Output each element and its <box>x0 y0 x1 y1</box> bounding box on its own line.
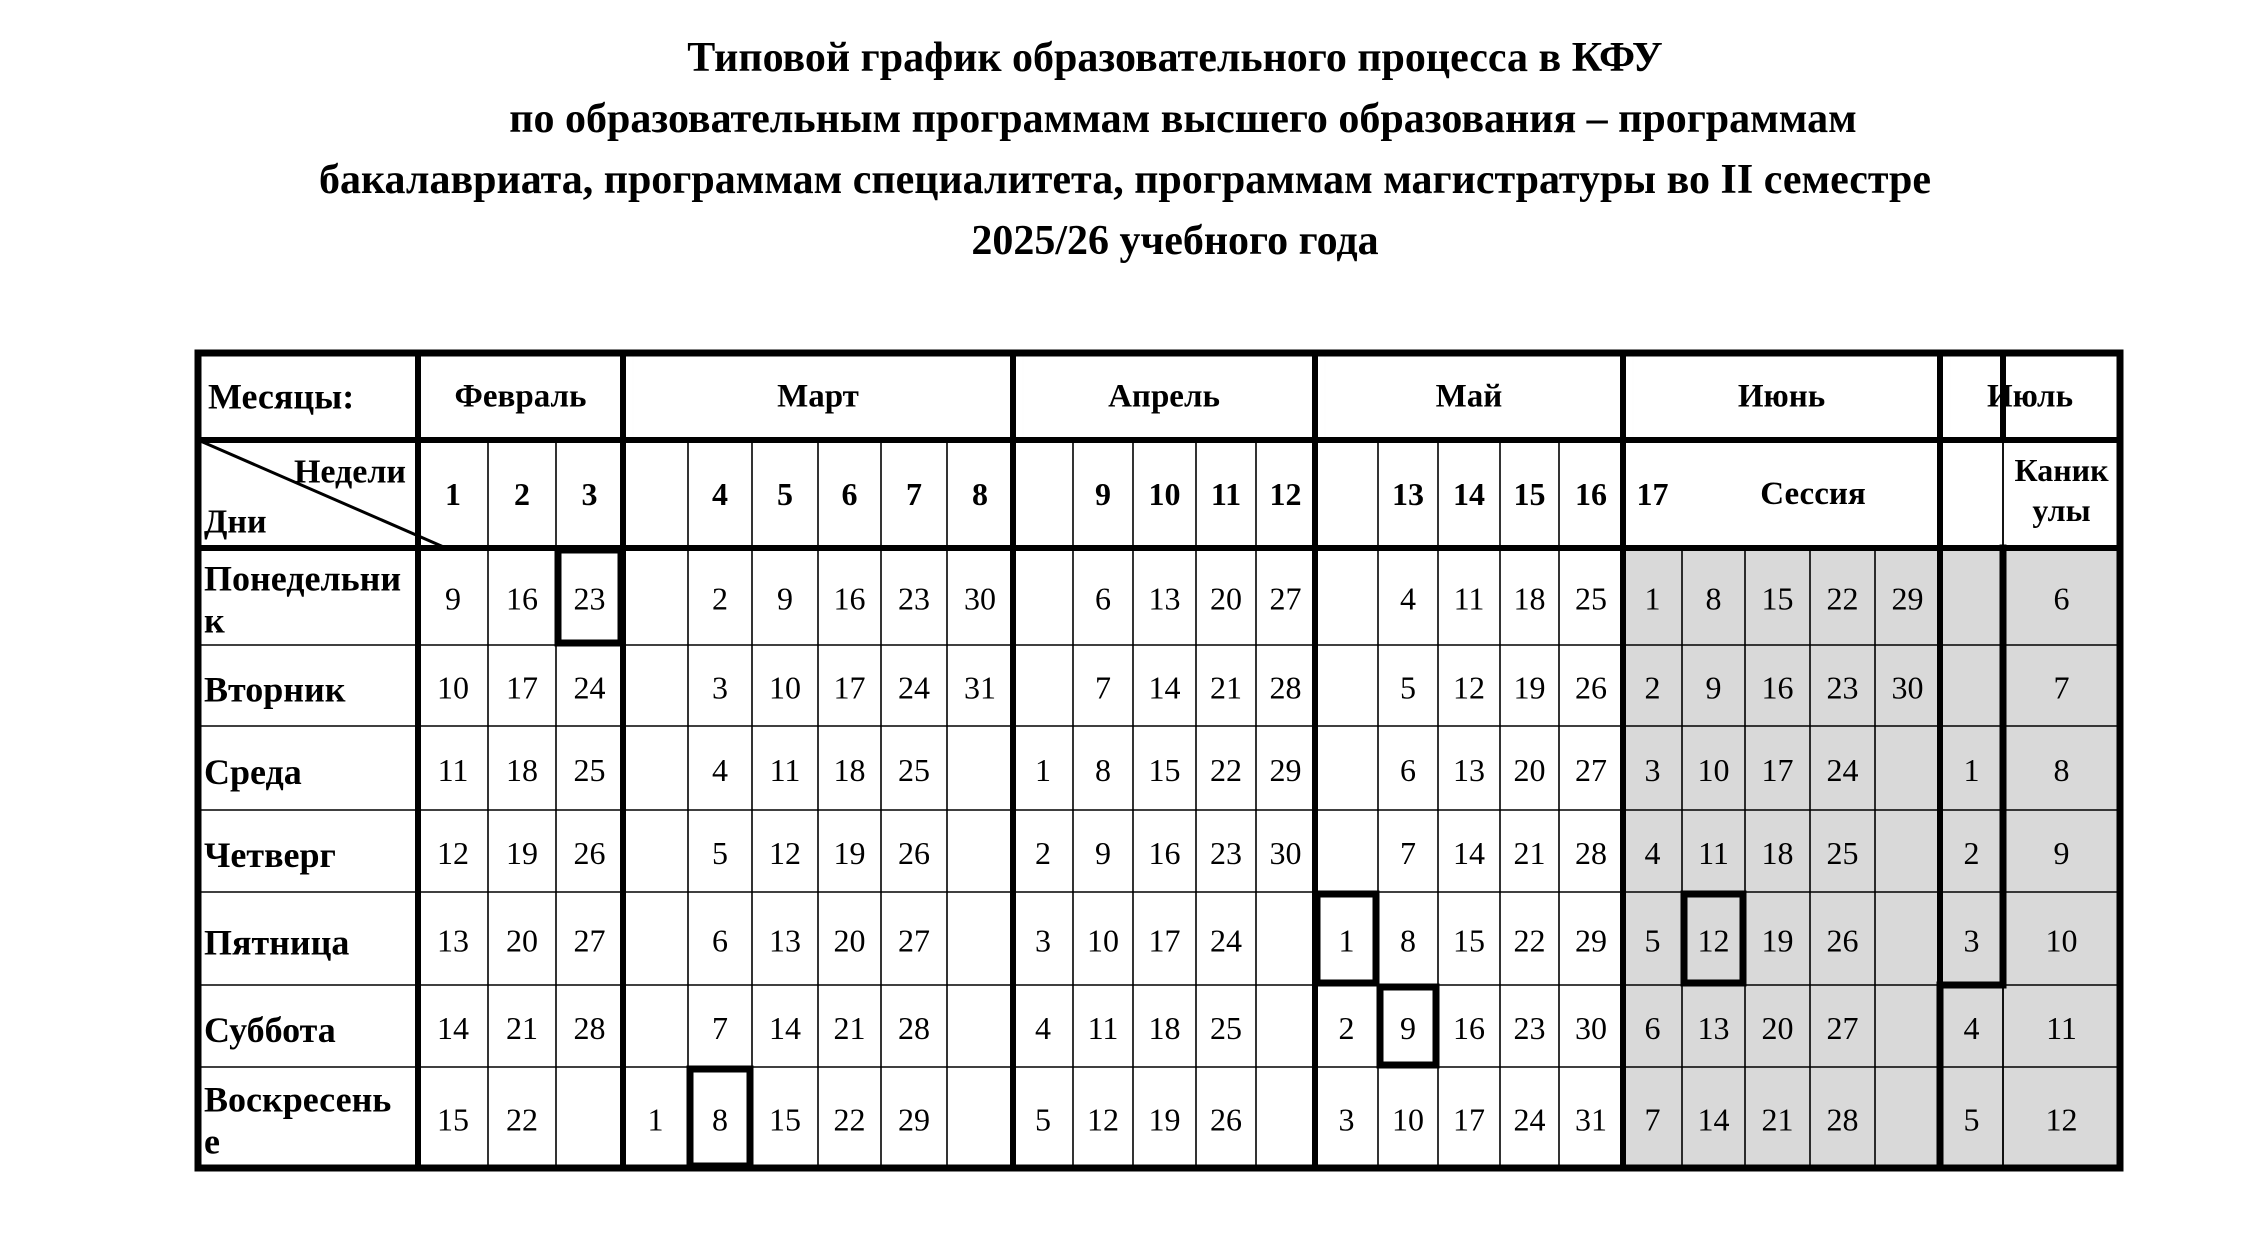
date-cell: 16 <box>1453 1010 1485 1046</box>
date-cell: 23 <box>1210 835 1242 871</box>
date-cell: 25 <box>1575 580 1607 617</box>
date-cell: 9 <box>1400 1010 1416 1046</box>
date-cell: 30 <box>1891 669 1924 706</box>
date-cell: 23 <box>1826 669 1859 706</box>
date-cell: 27 <box>898 922 930 959</box>
date-cell: 28 <box>1575 835 1607 871</box>
date-cell: 26 <box>1210 1101 1242 1138</box>
date-cell: 5 <box>1035 1101 1051 1138</box>
date-cell: 10 <box>1392 1101 1424 1138</box>
date-cell: 19 <box>1761 922 1794 959</box>
vacation-label: Каник <box>2014 452 2109 488</box>
date-cell: 6 <box>2053 580 2070 617</box>
day-name: Четверг <box>204 835 336 875</box>
date-cell: 18 <box>1148 1010 1181 1046</box>
date-cell: 24 <box>1210 922 1242 959</box>
date-cell: 22 <box>1513 922 1546 959</box>
date-cell: 8 <box>712 1101 728 1138</box>
week-number: 2 <box>514 476 530 512</box>
date-cell: 26 <box>1826 922 1859 959</box>
date-cell: 12 <box>437 835 469 871</box>
date-cell: 2 <box>1963 835 1980 871</box>
date-cell: 11 <box>1087 1010 1119 1046</box>
date-cell: 13 <box>437 922 469 959</box>
month-4: Май <box>1435 378 1503 415</box>
date-cell: 24 <box>573 669 606 706</box>
date-cell: 19 <box>1148 1101 1181 1138</box>
date-cell: 1 <box>1644 580 1661 617</box>
month-2: Март <box>777 378 859 415</box>
date-cell: 15 <box>769 1101 801 1138</box>
date-cell: 7 <box>1644 1101 1661 1138</box>
date-cell: 9 <box>1705 669 1722 706</box>
date-cell: 26 <box>573 835 606 871</box>
date-cell: 4 <box>1035 1010 1051 1046</box>
week-number: 14 <box>1453 476 1485 512</box>
week-number: 3 <box>581 476 598 512</box>
date-cell: 3 <box>1035 922 1051 959</box>
date-cell: 30 <box>1575 1010 1607 1046</box>
day-name: Среда <box>204 752 302 792</box>
date-cell: 27 <box>573 922 606 959</box>
week-number: 5 <box>777 476 793 512</box>
date-cell: 10 <box>2045 922 2078 959</box>
week-number: 4 <box>712 476 728 512</box>
date-cell: 15 <box>1148 752 1181 788</box>
date-cell: 10 <box>769 669 801 706</box>
date-cell: 12 <box>1453 669 1485 706</box>
date-cell: 12 <box>1087 1101 1119 1138</box>
date-cell: 9 <box>1095 835 1111 871</box>
date-cell: 14 <box>769 1010 801 1046</box>
date-cell: 22 <box>1210 752 1242 788</box>
date-cell: 11 <box>1453 580 1485 617</box>
date-cell: 11 <box>769 752 801 788</box>
weeks-label: Недели <box>293 453 406 491</box>
date-cell: 5 <box>1400 669 1416 706</box>
date-cell: 17 <box>1148 922 1181 959</box>
date-cell: 9 <box>777 580 793 617</box>
date-cell: 12 <box>1697 922 1730 959</box>
date-cell: 9 <box>445 580 461 617</box>
date-cell: 15 <box>437 1101 469 1138</box>
day-name: Понедельни <box>204 558 402 599</box>
date-cell: 21 <box>1761 1101 1794 1138</box>
date-cell: 25 <box>1826 835 1859 871</box>
date-cell: 14 <box>1148 669 1181 706</box>
date-cell: 29 <box>1269 752 1302 788</box>
date-cell: 3 <box>1644 752 1661 788</box>
week-number: 13 <box>1392 476 1424 512</box>
date-cell: 20 <box>1210 580 1242 617</box>
date-cell: 28 <box>573 1010 606 1046</box>
date-cell: 4 <box>1400 580 1416 617</box>
week-number: 8 <box>972 476 988 512</box>
date-cell: 3 <box>712 669 728 706</box>
date-cell: 29 <box>898 1101 930 1138</box>
date-cell: 11 <box>2046 1010 2077 1046</box>
date-cell: 16 <box>1761 669 1794 706</box>
date-cell: 20 <box>1513 752 1546 788</box>
date-cell: 10 <box>1087 922 1119 959</box>
months-label: Месяцы: <box>208 376 355 417</box>
date-cell: 16 <box>833 580 866 617</box>
week-number: 12 <box>1269 476 1302 512</box>
date-cell: 29 <box>1575 922 1607 959</box>
date-cell: 25 <box>898 752 930 788</box>
week-number: 17 <box>1636 476 1669 512</box>
date-cell: 26 <box>898 835 930 871</box>
date-cell: 11 <box>437 752 469 788</box>
date-cell: 5 <box>1963 1101 1980 1138</box>
date-cell: 2 <box>712 580 728 617</box>
date-cell: 26 <box>1575 669 1607 706</box>
date-cell: 18 <box>1761 835 1794 871</box>
date-cell: 1 <box>1035 752 1051 788</box>
week-number: 6 <box>841 476 858 512</box>
day-name: к <box>204 600 225 641</box>
date-cell: 15 <box>1453 922 1485 959</box>
week-number: 9 <box>1095 476 1111 512</box>
date-cell: 5 <box>712 835 728 871</box>
date-cell: 24 <box>898 669 930 706</box>
date-cell: 21 <box>833 1010 866 1046</box>
week-number: 7 <box>906 476 922 512</box>
week-number: 16 <box>1575 476 1607 512</box>
session-label: Сессия <box>1760 476 1866 512</box>
date-cell: 11 <box>1698 835 1729 871</box>
date-cell: 13 <box>1697 1010 1730 1046</box>
date-cell: 23 <box>573 580 606 617</box>
date-cell: 13 <box>1453 752 1485 788</box>
week-number: 15 <box>1513 476 1546 512</box>
date-cell: 7 <box>2053 669 2070 706</box>
month-1: Февраль <box>454 378 587 415</box>
date-cell: 2 <box>1035 835 1051 871</box>
date-cell: 4 <box>1963 1010 1980 1046</box>
date-cell: 31 <box>964 669 996 706</box>
date-cell: 7 <box>1400 835 1416 871</box>
date-cell: 7 <box>1095 669 1111 706</box>
date-cell: 22 <box>506 1101 538 1138</box>
title-line-2: по образовательным программам высшего образования – программам <box>509 96 1857 142</box>
title-line-1: Типовой график образовательного процесса в КФУ <box>687 35 1663 81</box>
date-cell: 24 <box>1826 752 1859 788</box>
week-number: 1 <box>445 476 461 512</box>
date-cell: 23 <box>898 580 930 617</box>
date-cell: 20 <box>506 922 538 959</box>
date-cell: 12 <box>2045 1101 2078 1138</box>
date-cell: 10 <box>1697 752 1730 788</box>
day-name: Вторник <box>204 669 346 710</box>
date-cell: 12 <box>769 835 801 871</box>
day-name: Суббота <box>204 1010 336 1050</box>
date-cell: 9 <box>2053 835 2070 871</box>
title-line-4: 2025/26 учебного года <box>971 218 1379 264</box>
date-cell: 31 <box>1575 1101 1607 1138</box>
date-cell: 14 <box>1453 835 1485 871</box>
month-3: Апрель <box>1108 378 1220 415</box>
day-name: Пятница <box>204 922 350 963</box>
week-number: 10 <box>1148 476 1181 512</box>
date-cell: 21 <box>1513 835 1546 871</box>
date-cell: 6 <box>1644 1010 1661 1046</box>
date-cell: 17 <box>506 669 538 706</box>
date-cell: 6 <box>1095 580 1111 617</box>
date-cell: 15 <box>1761 580 1794 617</box>
date-cell: 20 <box>833 922 866 959</box>
date-cell: 19 <box>506 835 538 871</box>
date-cell: 30 <box>1269 835 1302 871</box>
date-cell: 17 <box>833 669 866 706</box>
date-cell: 14 <box>437 1010 469 1046</box>
date-cell: 22 <box>833 1101 866 1138</box>
date-cell: 1 <box>1338 922 1355 959</box>
date-cell: 1 <box>1963 752 1980 788</box>
date-cell: 28 <box>1269 669 1302 706</box>
month-5: Июнь <box>1737 378 1826 415</box>
day-name: е <box>204 1121 220 1162</box>
date-cell: 18 <box>506 752 538 788</box>
date-cell: 13 <box>769 922 801 959</box>
date-cell: 8 <box>1400 922 1416 959</box>
date-cell: 16 <box>506 580 538 617</box>
vacation-label: улы <box>2032 492 2091 528</box>
title-line-3: бакалавриата, программам специалитета, программам магистратуры во II семестре <box>318 157 1932 203</box>
date-cell: 4 <box>712 752 728 788</box>
date-cell: 10 <box>437 669 469 706</box>
date-cell: 30 <box>964 580 996 617</box>
date-cell: 8 <box>1705 580 1722 617</box>
date-cell: 3 <box>1338 1101 1355 1138</box>
date-cell: 6 <box>1400 752 1416 788</box>
date-cell: 5 <box>1644 922 1661 959</box>
date-cell: 7 <box>712 1010 728 1046</box>
date-cell: 22 <box>1826 580 1859 617</box>
date-cell: 2 <box>1644 669 1661 706</box>
date-cell: 29 <box>1891 580 1924 617</box>
date-cell: 19 <box>1513 669 1546 706</box>
date-cell: 20 <box>1761 1010 1794 1046</box>
days-label: Дни <box>204 503 267 541</box>
date-cell: 19 <box>833 835 866 871</box>
date-cell: 27 <box>1826 1010 1859 1046</box>
date-cell: 18 <box>1513 580 1546 617</box>
date-cell: 25 <box>573 752 606 788</box>
date-cell: 13 <box>1148 580 1181 617</box>
date-cell: 3 <box>1963 922 1980 959</box>
date-cell: 21 <box>1210 669 1242 706</box>
date-cell: 17 <box>1761 752 1794 788</box>
date-cell: 4 <box>1644 835 1661 871</box>
date-cell: 18 <box>833 752 866 788</box>
date-cell: 28 <box>1826 1101 1859 1138</box>
day-name: Воскресень <box>204 1079 392 1120</box>
date-cell: 16 <box>1148 835 1181 871</box>
date-cell: 14 <box>1697 1101 1730 1138</box>
week-number: 11 <box>1210 476 1242 512</box>
date-cell: 21 <box>506 1010 538 1046</box>
date-cell: 8 <box>1095 752 1111 788</box>
date-cell: 8 <box>2053 752 2070 788</box>
date-cell: 17 <box>1453 1101 1485 1138</box>
date-cell: 27 <box>1269 580 1302 617</box>
date-cell: 24 <box>1513 1101 1546 1138</box>
date-cell: 2 <box>1338 1010 1355 1046</box>
date-cell: 1 <box>647 1101 664 1138</box>
date-cell: 28 <box>898 1010 930 1046</box>
date-cell: 25 <box>1210 1010 1242 1046</box>
date-cell: 6 <box>712 922 728 959</box>
date-cell: 23 <box>1513 1010 1546 1046</box>
month-6: Июль <box>1986 378 2074 415</box>
date-cell: 27 <box>1575 752 1607 788</box>
